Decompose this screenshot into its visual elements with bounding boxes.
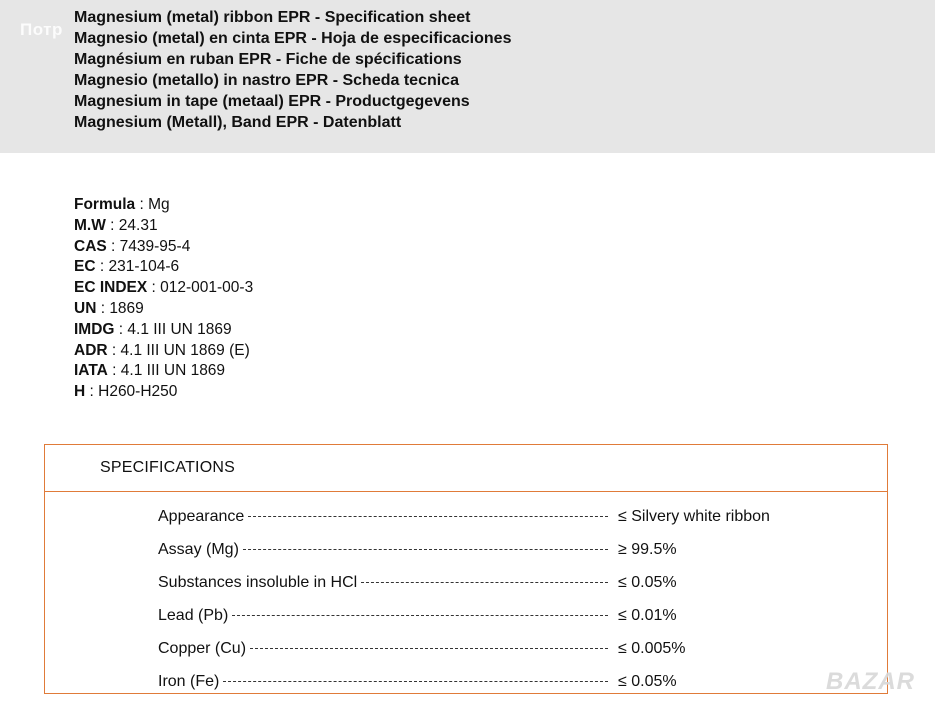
spec-row <box>158 566 818 599</box>
specifications-header <box>45 445 887 492</box>
watermark-top: Потр <box>20 20 63 39</box>
property-row <box>74 278 253 299</box>
property-sep: : <box>105 216 119 234</box>
property-row <box>74 361 253 382</box>
spec-row <box>158 665 818 698</box>
property-key: IATA <box>74 362 108 380</box>
leader-line <box>248 516 608 517</box>
spec-name: Substances insoluble in HCl <box>158 573 358 591</box>
spec-value: ≤ 0.05% <box>618 573 677 591</box>
property-sep: : <box>107 362 121 380</box>
property-row <box>74 237 253 258</box>
spec-value: ≤ 0.01% <box>618 606 677 624</box>
property-sep: : <box>147 279 161 297</box>
property-key: CAS <box>74 237 107 255</box>
property-value: 4.1 III UN 1869 <box>127 320 232 338</box>
property-row <box>74 320 253 341</box>
title-de: Magnesium (Metall), Band EPR - Datenblatt <box>74 114 402 131</box>
property-sep: : <box>106 237 120 255</box>
property-value: H260-H250 <box>98 383 178 401</box>
property-row <box>74 382 253 403</box>
property-sep: : <box>85 383 99 401</box>
property-value: 4.1 III UN 1869 <box>120 362 226 380</box>
property-value: 24.31 <box>118 216 158 234</box>
spec-row <box>158 632 818 665</box>
spec-name: Appearance <box>158 507 245 525</box>
property-sep: : <box>114 320 128 338</box>
title-it: Magnesio (metallo) in nastro EPR - Scheda tecnica <box>74 72 459 89</box>
specifications-rows <box>158 500 818 698</box>
property-row <box>74 257 253 278</box>
specifications-title: SPECIFICATIONS <box>100 459 235 476</box>
leader-line <box>223 681 608 682</box>
spec-name: Copper (Cu) <box>158 639 247 657</box>
property-key: H <box>74 383 86 401</box>
title-en: Magnesium (metal) ribbon EPR - Specification sheet <box>74 9 471 26</box>
property-row <box>74 341 253 362</box>
property-key: Formula <box>74 196 136 213</box>
property-row <box>74 299 253 320</box>
spec-value: ≤ 0.005% <box>618 639 686 657</box>
property-value: 7439-95-4 <box>119 237 191 255</box>
property-sep: : <box>107 341 121 359</box>
property-value: 012-001-00-3 <box>160 279 254 297</box>
watermark-logo: BAZAR <box>826 668 915 695</box>
property-value: Mg <box>148 196 170 213</box>
property-sep: : <box>96 299 110 317</box>
spec-value: ≤ 0.05% <box>618 672 677 690</box>
spec-value: ≤ Silvery white ribbon <box>618 507 770 525</box>
leader-line <box>361 582 608 583</box>
leader-line <box>243 549 608 550</box>
title-es: Magnesio (metal) en cinta EPR - Hoja de especificaciones <box>74 30 512 47</box>
property-key: M.W <box>74 216 106 234</box>
leader-line <box>232 615 608 616</box>
property-sep: : <box>135 196 149 213</box>
title-fr: Magnésium en ruban EPR - Fiche de spécifications <box>74 51 462 68</box>
property-sep: : <box>95 258 109 276</box>
property-key: EC <box>74 258 96 276</box>
property-value: 231-104-6 <box>108 258 180 276</box>
spec-name: Assay (Mg) <box>158 540 239 558</box>
spec-row <box>158 500 818 533</box>
property-key: IMDG <box>74 320 115 338</box>
spec-row <box>158 599 818 632</box>
spec-value: ≥ 99.5% <box>618 540 677 558</box>
properties-list <box>74 195 253 403</box>
spec-name: Iron (Fe) <box>158 672 220 690</box>
property-key: EC INDEX <box>74 279 148 297</box>
leader-line <box>250 648 608 649</box>
title-list <box>74 7 511 133</box>
title-nl: Magnesium in tape (metaal) EPR - Productgegevens <box>74 93 470 110</box>
property-row <box>74 216 253 237</box>
property-value: 1869 <box>109 299 144 317</box>
spec-name: Lead (Pb) <box>158 606 229 624</box>
property-key: UN <box>74 299 97 317</box>
property-key: ADR <box>74 341 108 359</box>
spec-row <box>158 533 818 566</box>
specifications-box <box>44 444 888 694</box>
property-value: 4.1 III UN 1869 (E) <box>120 341 250 359</box>
header-band <box>0 0 935 153</box>
property-row <box>74 195 253 216</box>
